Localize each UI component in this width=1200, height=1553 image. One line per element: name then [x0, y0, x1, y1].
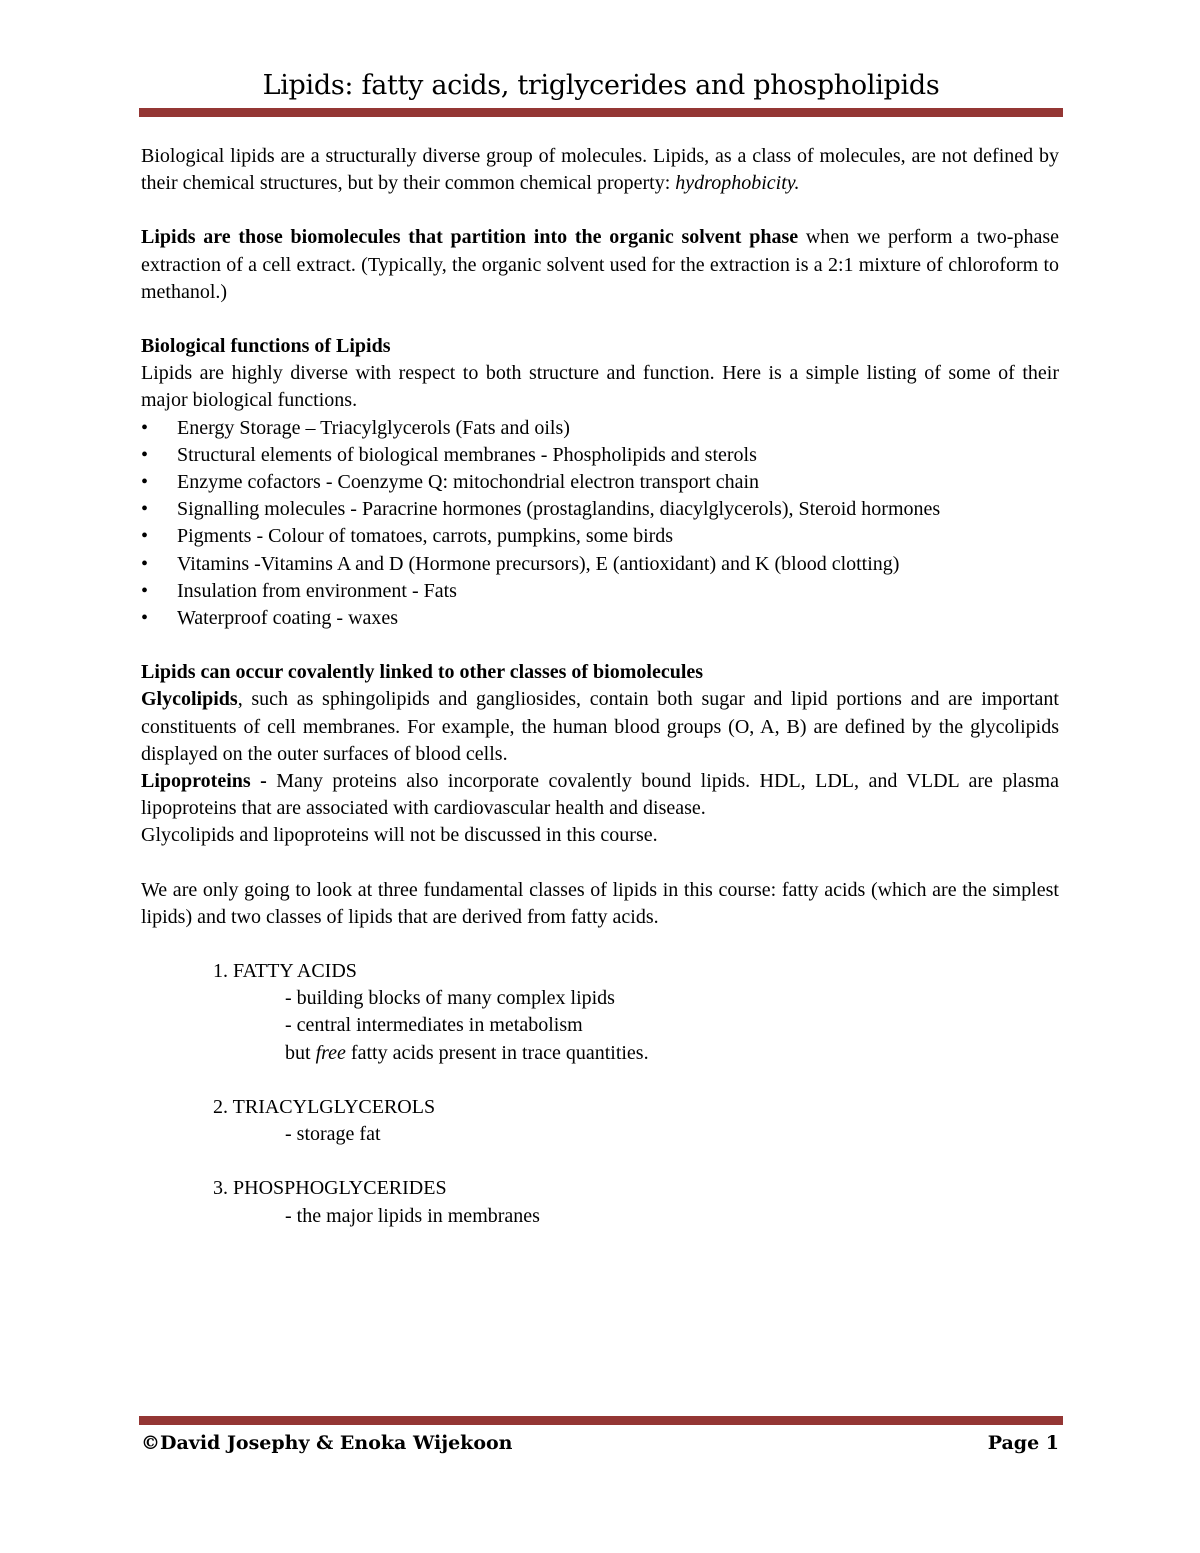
functions-list [141, 415, 1059, 633]
definition-paragraph [141, 224, 1059, 306]
footer-copyright: ©David Josephy & Enoka Wijekoon [141, 1432, 513, 1454]
bullet-icon: • [141, 471, 149, 494]
class-detail: - building blocks of many complex lipids [285, 987, 615, 1010]
bullet-icon: • [141, 525, 149, 548]
bullet-icon: • [141, 607, 149, 630]
covalent-note: Glycolipids and lipoproteins will not be discussed in this course. [141, 824, 658, 847]
class-triacylglycerols [141, 1094, 1059, 1148]
glycolipids-paragraph: Glycolipids, such as sphingolipids and gangliosides, contain both sugar and lipid portions and are important constituents of cell membranes. For example, the human blood groups (O, A, B) are defined by the glycolipids displayed on the outer surfaces of blood cells. [141, 688, 1059, 765]
bullet-icon: • [141, 579, 149, 602]
bullet-icon: • [141, 416, 149, 439]
class-detail: but free fatty acids present in trace quantities. [285, 1041, 649, 1064]
intro-paragraph [141, 143, 1059, 197]
lipoproteins-term: Lipoproteins - [141, 770, 267, 793]
list-item: • Structural elements of biological membranes - Phospholipids and sterols [141, 442, 1059, 469]
list-item: • Enzyme cofactors - Coenzyme Q: mitochondrial electron transport chain [141, 469, 1059, 496]
page-number: Page 1 [987, 1432, 1059, 1454]
list-item: • Pigments - Colour of tomatoes, carrots, pumpkins, some birds [141, 523, 1059, 550]
class-detail: - central intermediates in metabolism [285, 1014, 583, 1037]
lipoproteins-paragraph: Lipoproteins - Many proteins also incorporate covalently bound lipids. HDL, LDL, and VLDL are plasma lipoproteins that are associated with cardiovascular health and disease. [141, 770, 1059, 820]
class-title: 3. PHOSPHOGLYCERIDES [213, 1177, 447, 1200]
list-item: • Insulation from environment - Fats [141, 578, 1059, 605]
bullet-icon: • [141, 498, 149, 521]
list-item: • Waterproof coating - waxes [141, 605, 1059, 632]
list-item: • Energy Storage – Triacylglycerols (Fats and oils) [141, 415, 1059, 442]
classes-intro: We are only going to look at three fundamental classes of lipids in this course: fatty acids (which are the simplest lipids) and two classes of lipids that are derived from fatty acids. [141, 878, 1059, 928]
class-fatty-acids [141, 958, 1059, 1067]
definition-text: when we perform a two-phase extraction of a cell extract. (Typically, the organic solvent used for the extraction is a 2:1 mixture of chloroform to methanol.) [141, 226, 1059, 303]
class-detail: - storage fat [285, 1123, 381, 1146]
definition-bold: Lipids are those biomolecules that partition into the organic solvent phase [141, 226, 799, 249]
class-detail: - the major lipids in membranes [285, 1204, 540, 1227]
intro-italic: hydrophobicity. [675, 172, 800, 195]
class-title: 1. FATTY ACIDS [213, 960, 357, 983]
class-phosphoglycerides [141, 1175, 1059, 1229]
list-item: • Signalling molecules - Paracrine hormones (prostaglandins, diacylglycerols), Steroid hormones [141, 496, 1059, 523]
covalent-heading: Lipids can occur covalently linked to other classes of biomolecules [141, 661, 704, 684]
intro-text: Biological lipids are a structurally diverse group of molecules. Lipids, as a class of molecules, are not defined by their chemical structures, but by their common chemical property: [141, 145, 1059, 195]
page-title: Lipids: fatty acids, triglycerides and phospholipids [262, 70, 940, 101]
class-title: 2. TRIACYLGLYCEROLS [213, 1095, 436, 1118]
functions-heading: Biological functions of Lipids [141, 335, 391, 358]
bullet-icon: • [141, 552, 149, 575]
glycolipids-term: Glycolipids [141, 688, 238, 711]
list-item: • Vitamins -Vitamins A and D (Hormone precursors), E (antioxidant) and K (blood clotting) [141, 551, 1059, 578]
header-rule [139, 108, 1063, 117]
document-body [141, 143, 1059, 1230]
functions-intro: Lipids are highly diverse with respect to both structure and function. Here is a simple listing of some of their major biological functions. [141, 362, 1059, 412]
footer-rule [139, 1416, 1063, 1425]
bullet-icon: • [141, 443, 149, 466]
